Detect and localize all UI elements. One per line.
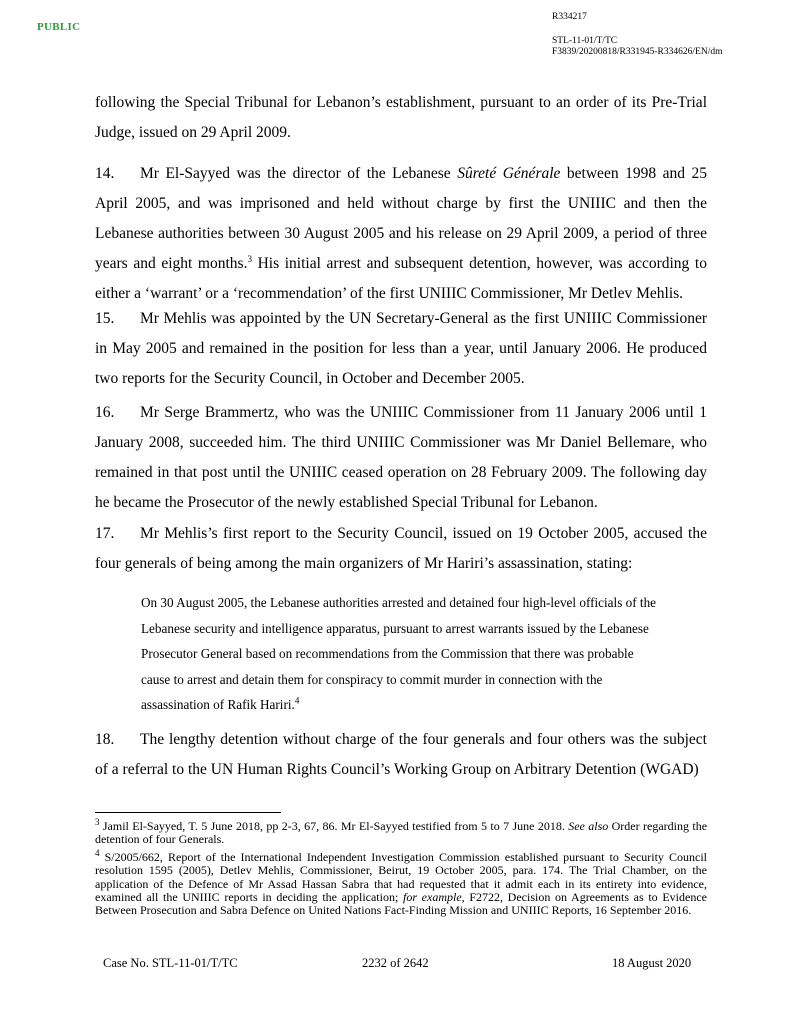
filing-reference: F3839/20200818/R331945-R334626/EN/dm xyxy=(552,47,723,57)
footnote-number: 4 xyxy=(95,848,100,858)
paragraph-number: 18. xyxy=(95,731,115,748)
footnote-separator xyxy=(95,812,281,813)
footnote-text: S/2005/662, Report of the International Independent Investigation Commission established pursuant to Security Council resolution 1595 (2005), Detlev Mehlis, Commissioner, Beirut, 19 October 2005, para. 174. The Trial Chamber, on the application of the Defence of Mr Assad Hassan Sabra that had requested that it admit each in its entirety into evidence, examined all the UNIIIC reports in deciding the application; xyxy=(95,850,708,904)
paragraph-15 xyxy=(95,304,707,394)
quote-text: On 30 August 2005, the Lebanese authorities arrested and detained four high-level officials of the Lebanese security and intelligence apparatus, pursuant to arrest warrants issued by the Lebanese Prosecutor General based on recommendations from the Commission that there was probable cause to arrest and detain them for conspiracy to commit murder in connection with the assassination of Rafik Hariri. xyxy=(141,595,657,712)
paragraph-number: 16. xyxy=(95,404,115,421)
text-run: The lengthy detention without charge of the four generals and four others was the subject of a referral to the UN Human Rights Council’s Working Group on Arbitrary Detention (WGAD) xyxy=(95,731,707,778)
footnote-4 xyxy=(95,848,708,918)
block-quote xyxy=(141,590,661,718)
paragraph-14 xyxy=(95,159,707,309)
footnote-text: Jamil El-Sayyed, T. 5 June 2018, pp 2-3, 67, 86. Mr El-Sayyed testified from 5 to 7 June 2018. xyxy=(102,819,569,833)
footer-page-number: 2232 of 2642 xyxy=(362,956,429,970)
paragraph-number: 17. xyxy=(95,525,115,542)
paragraph-continuation xyxy=(95,88,707,148)
paragraph-text xyxy=(95,304,707,394)
footnote-number: 3 xyxy=(95,817,100,827)
emphasis-text: for example xyxy=(402,889,462,904)
paragraph-18 xyxy=(95,725,707,785)
footnote-ref-3[interactable]: 3 xyxy=(247,253,252,264)
case-reference: STL-11-01/T/TC xyxy=(552,36,618,46)
footnote-text: Order regarding the detention of four Generals. xyxy=(95,819,708,847)
text-run: Mr Mehlis was appointed by the UN Secretary-General as the first UNIIIC Commissioner in May 2005 and remained in the position for less than a year, until January 2006. He produced two reports for the Security Council, in October and December 2005. xyxy=(95,310,707,387)
emphasis-text: See also xyxy=(568,819,609,833)
text-run: Mr El-Sayyed was the director of the Lebanese xyxy=(140,165,458,182)
paragraph-text xyxy=(95,519,707,579)
paragraph-text xyxy=(95,398,707,518)
footnote-text: , F2722, Decision on Agreements as to Evidence Between Prosecution and Sabra Defence on United Nations Fact-Finding Mission and UNIIIC Reports, 16 September 2016. xyxy=(95,889,707,918)
emphasis-text: Sûreté Générale xyxy=(457,165,561,182)
text-run: Mr Serge Brammertz, who was the UNIIIC Commissioner from 11 January 2006 until 1 January 2008, succeeded him. The third UNIIIC Commissioner was Mr Daniel Bellemare, who remained in that post until the UNIIIC ceased operation on 28 February 2009. The following day he became the Prosecutor of the newly established Special Tribunal for Lebanon. xyxy=(95,404,707,511)
paragraph-17 xyxy=(95,519,707,579)
paragraph-text xyxy=(95,725,707,785)
paragraph-number: 14. xyxy=(95,165,115,182)
paragraph-text xyxy=(95,159,707,309)
classification-label: PUBLIC xyxy=(37,21,81,33)
footnote-ref-4[interactable]: 4 xyxy=(294,695,300,706)
paragraph-number: 15. xyxy=(95,310,115,327)
paragraph-text: following the Special Tribunal for Lebanon’s establishment, pursuant to an order of its Pre-Trial Judge, issued on 29 April 2009. xyxy=(95,94,707,141)
text-run: Mr Mehlis’s first report to the Security Council, issued on 19 October 2005, accused the four generals of being among the main organizers of Mr Hariri’s assassination, stating: xyxy=(95,525,707,572)
footer-date: 18 August 2020 xyxy=(612,956,692,970)
registry-number: R334217 xyxy=(552,12,587,22)
footnote-3 xyxy=(95,817,708,847)
footer-case-number: Case No. STL-11-01/T/TC xyxy=(103,956,238,970)
paragraph-16 xyxy=(95,398,707,518)
text-run: His initial arrest and subsequent detention, however, was according to either a ‘warrant’ or a ‘recommendation’ of the first UNIIIC Commissioner, Mr Detlev Mehlis. xyxy=(95,255,707,302)
text-run: between 1998 and 25 April 2005, and was imprisoned and held without charge by first the UNIIIC and then the Lebanese authorities between 30 August 2005 and his release on 29 April 2009, a period of three years and eight months. xyxy=(95,165,707,272)
